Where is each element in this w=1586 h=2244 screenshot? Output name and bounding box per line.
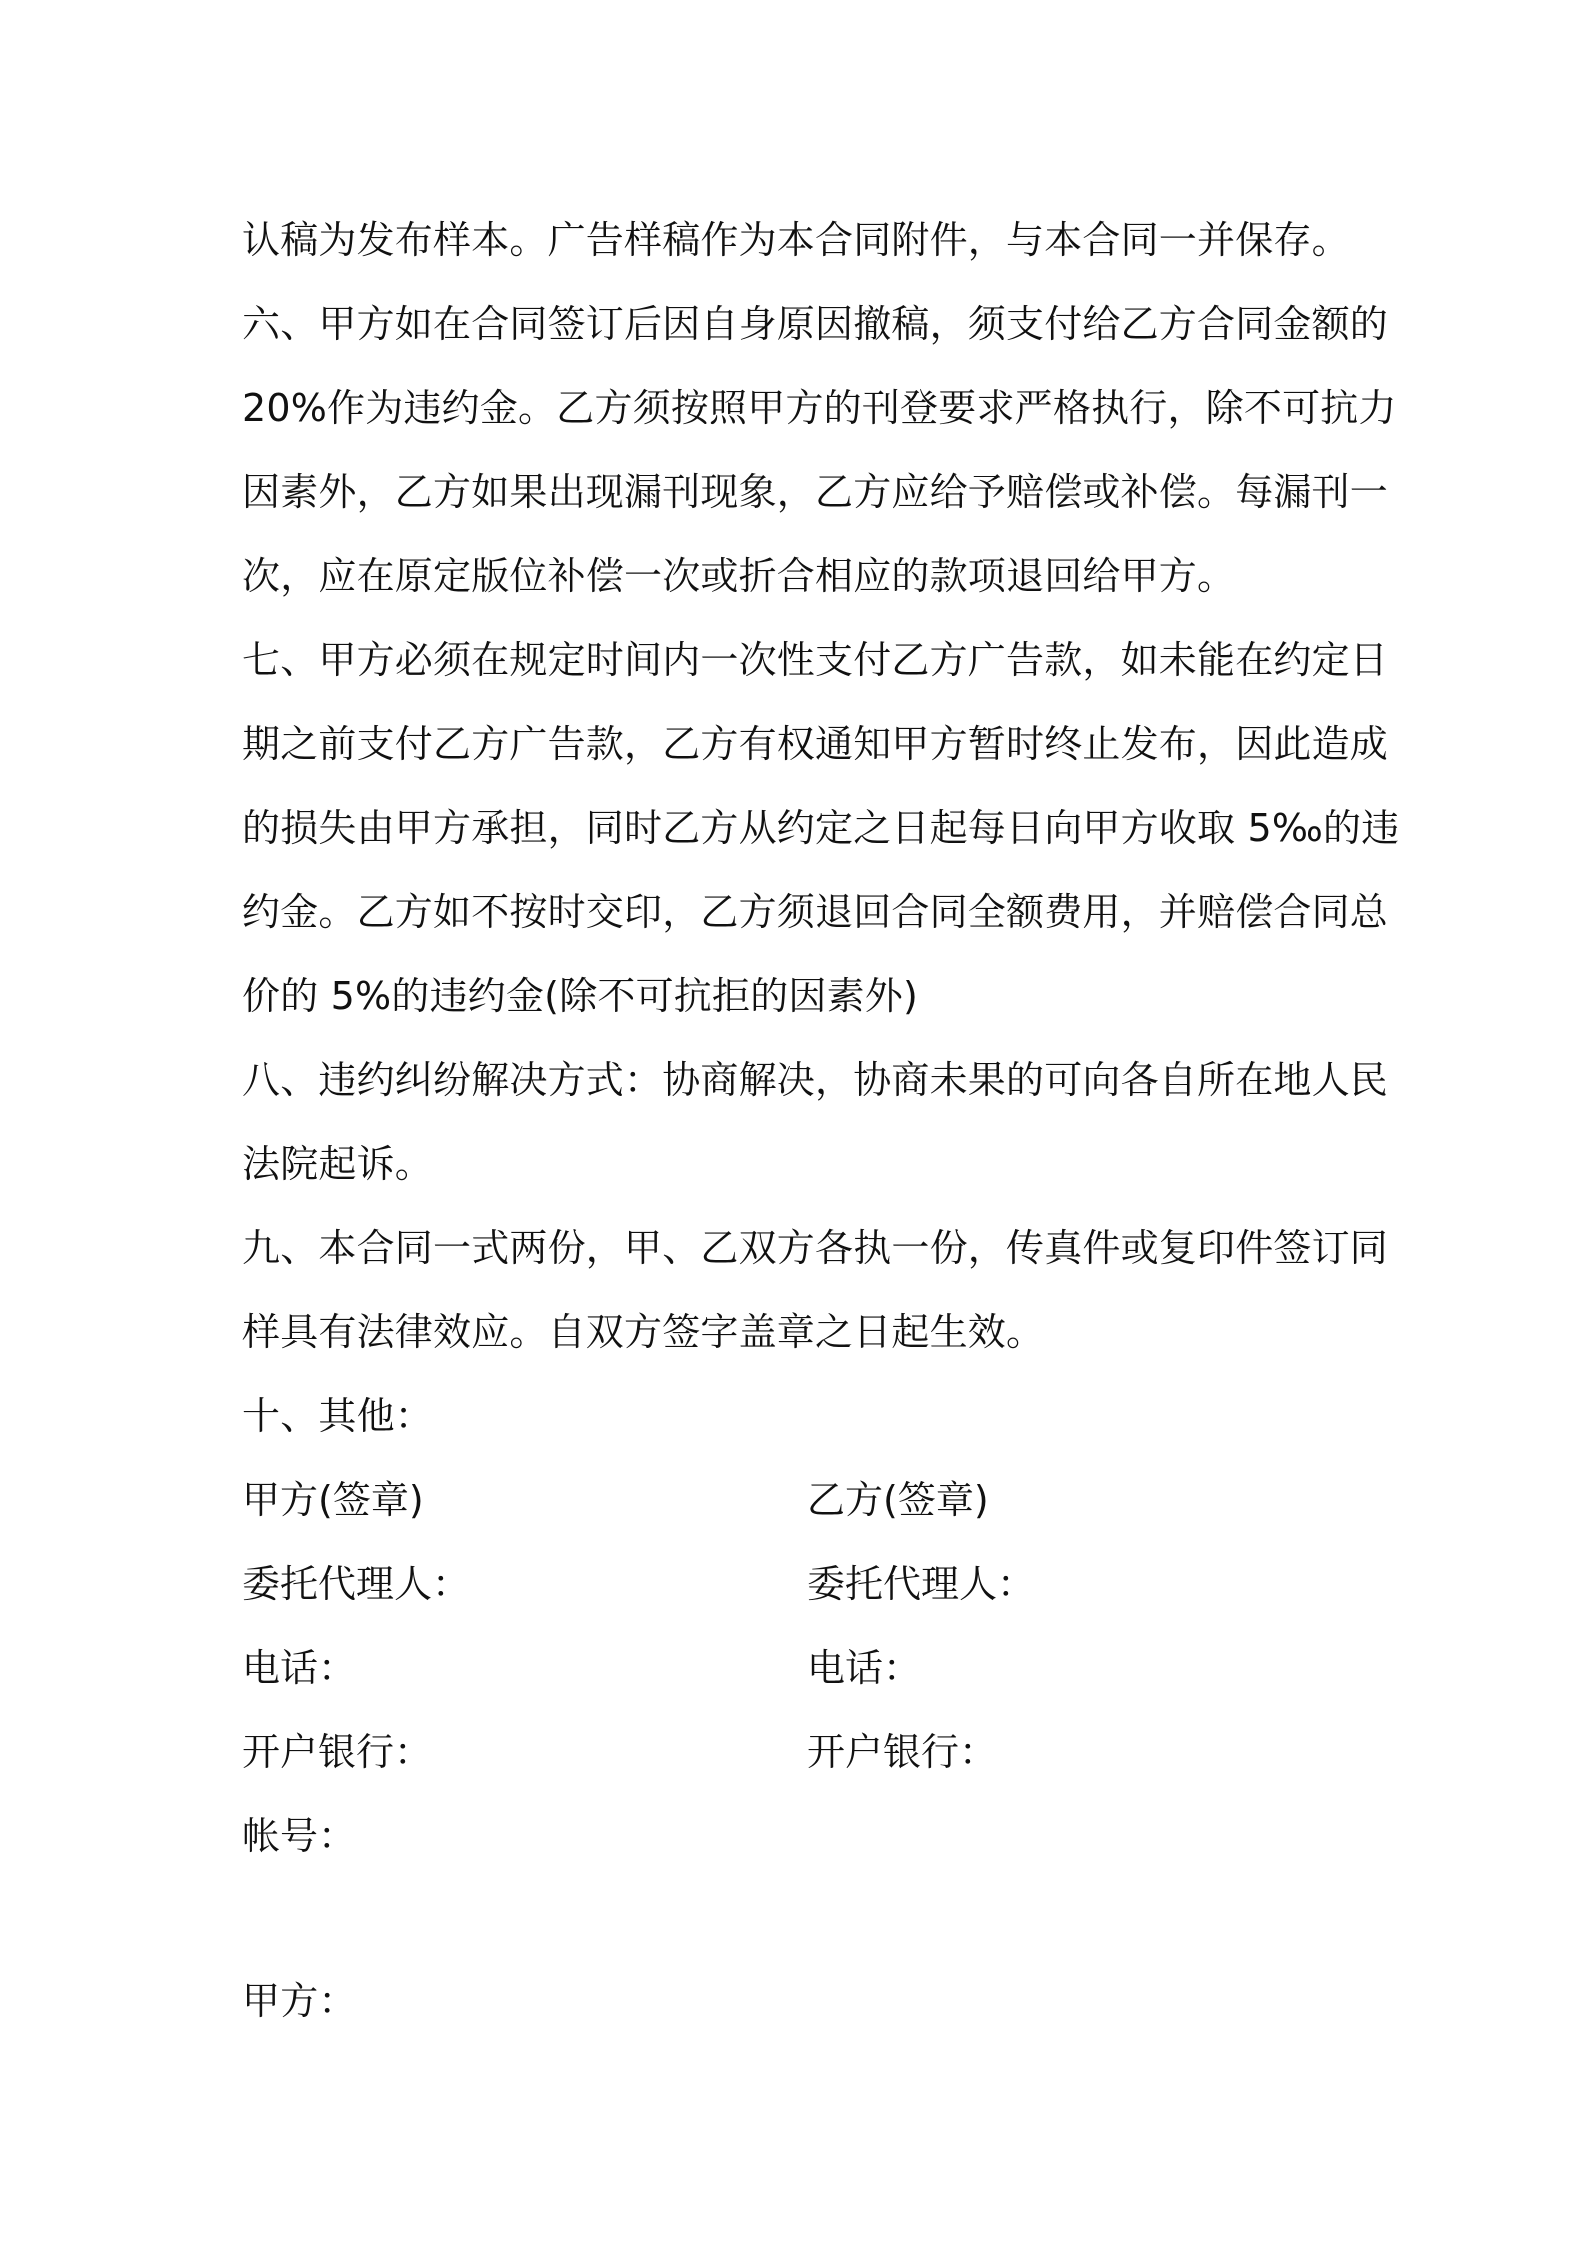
clause-6-line-3: 因素外，乙方如果出现漏刊现象，乙方应给予赔偿或补偿。每漏刊一 <box>242 470 1389 514</box>
clause-7-line-4: 约金。乙方如不按时交印，乙方须退回合同全额费用，并赔偿合同总 <box>242 890 1389 934</box>
party-b-phone-label: 电话： <box>807 1646 922 1690</box>
clause-7-line-3: 的损失由甲方承担，同时乙方从约定之日起每日向甲方收取 5‰的违 <box>242 806 1400 850</box>
party-a-agent-label: 委托代理人： <box>242 1562 471 1606</box>
clause-9-line-1: 九、本合同一式两份，甲、乙双方各执一份，传真件或复印件签订同 <box>242 1226 1389 1270</box>
footer-party-a-label: 甲方： <box>242 1979 357 2023</box>
text-line-1: 认稿为发布样本。广告样稿作为本合同附件，与本合同一并保存。 <box>242 218 1350 262</box>
signature-row-account <box>242 1794 1354 1878</box>
party-b-seal-label: 乙方(签章) <box>807 1478 989 1522</box>
party-a-phone-label: 电话： <box>242 1646 357 1690</box>
party-b-bank-label: 开户银行： <box>807 1730 998 1774</box>
clause-7-line-2: 期之前支付乙方广告款，乙方有权通知甲方暂时终止发布，因此造成 <box>242 722 1389 766</box>
clause-8-line-1: 八、违约纠纷解决方式：协商解决，协商未果的可向各自所在地人民 <box>242 1058 1389 1102</box>
clause-7-line-1: 七、甲方必须在规定时间内一次性支付乙方广告款，如未能在约定日 <box>242 638 1389 682</box>
clause-10-heading: 十、其他： <box>242 1394 434 1438</box>
signature-row-seal <box>242 1458 1354 1542</box>
document-body <box>242 198 1400 2043</box>
signature-row-bank <box>242 1710 1354 1794</box>
signature-row-phone <box>242 1626 1354 1710</box>
clause-6-line-1: 六、甲方如在合同签订后因自身原因撤稿，须支付给乙方合同金额的 <box>242 302 1389 346</box>
party-a-bank-label: 开户银行： <box>242 1730 433 1774</box>
clause-7-line-5: 价的 5%的违约金(除不可抗拒的因素外) <box>242 974 919 1018</box>
party-a-seal-label: 甲方(签章) <box>242 1478 424 1522</box>
clause-6-line-4: 次，应在原定版位补偿一次或折合相应的款项退回给甲方。 <box>242 554 1236 598</box>
clause-8-line-2: 法院起诉。 <box>242 1142 434 1186</box>
blank-spacer <box>242 1878 1354 1959</box>
clause-9-line-2: 样具有法律效应。自双方签字盖章之日起生效。 <box>242 1310 1045 1354</box>
party-a-account-label: 帐号： <box>242 1814 357 1858</box>
signature-row-agent <box>242 1542 1354 1626</box>
party-b-agent-label: 委托代理人： <box>807 1562 1036 1606</box>
clause-6-line-2: 20%作为违约金。乙方须按照甲方的刊登要求严格执行，除不可抗力 <box>242 386 1397 430</box>
